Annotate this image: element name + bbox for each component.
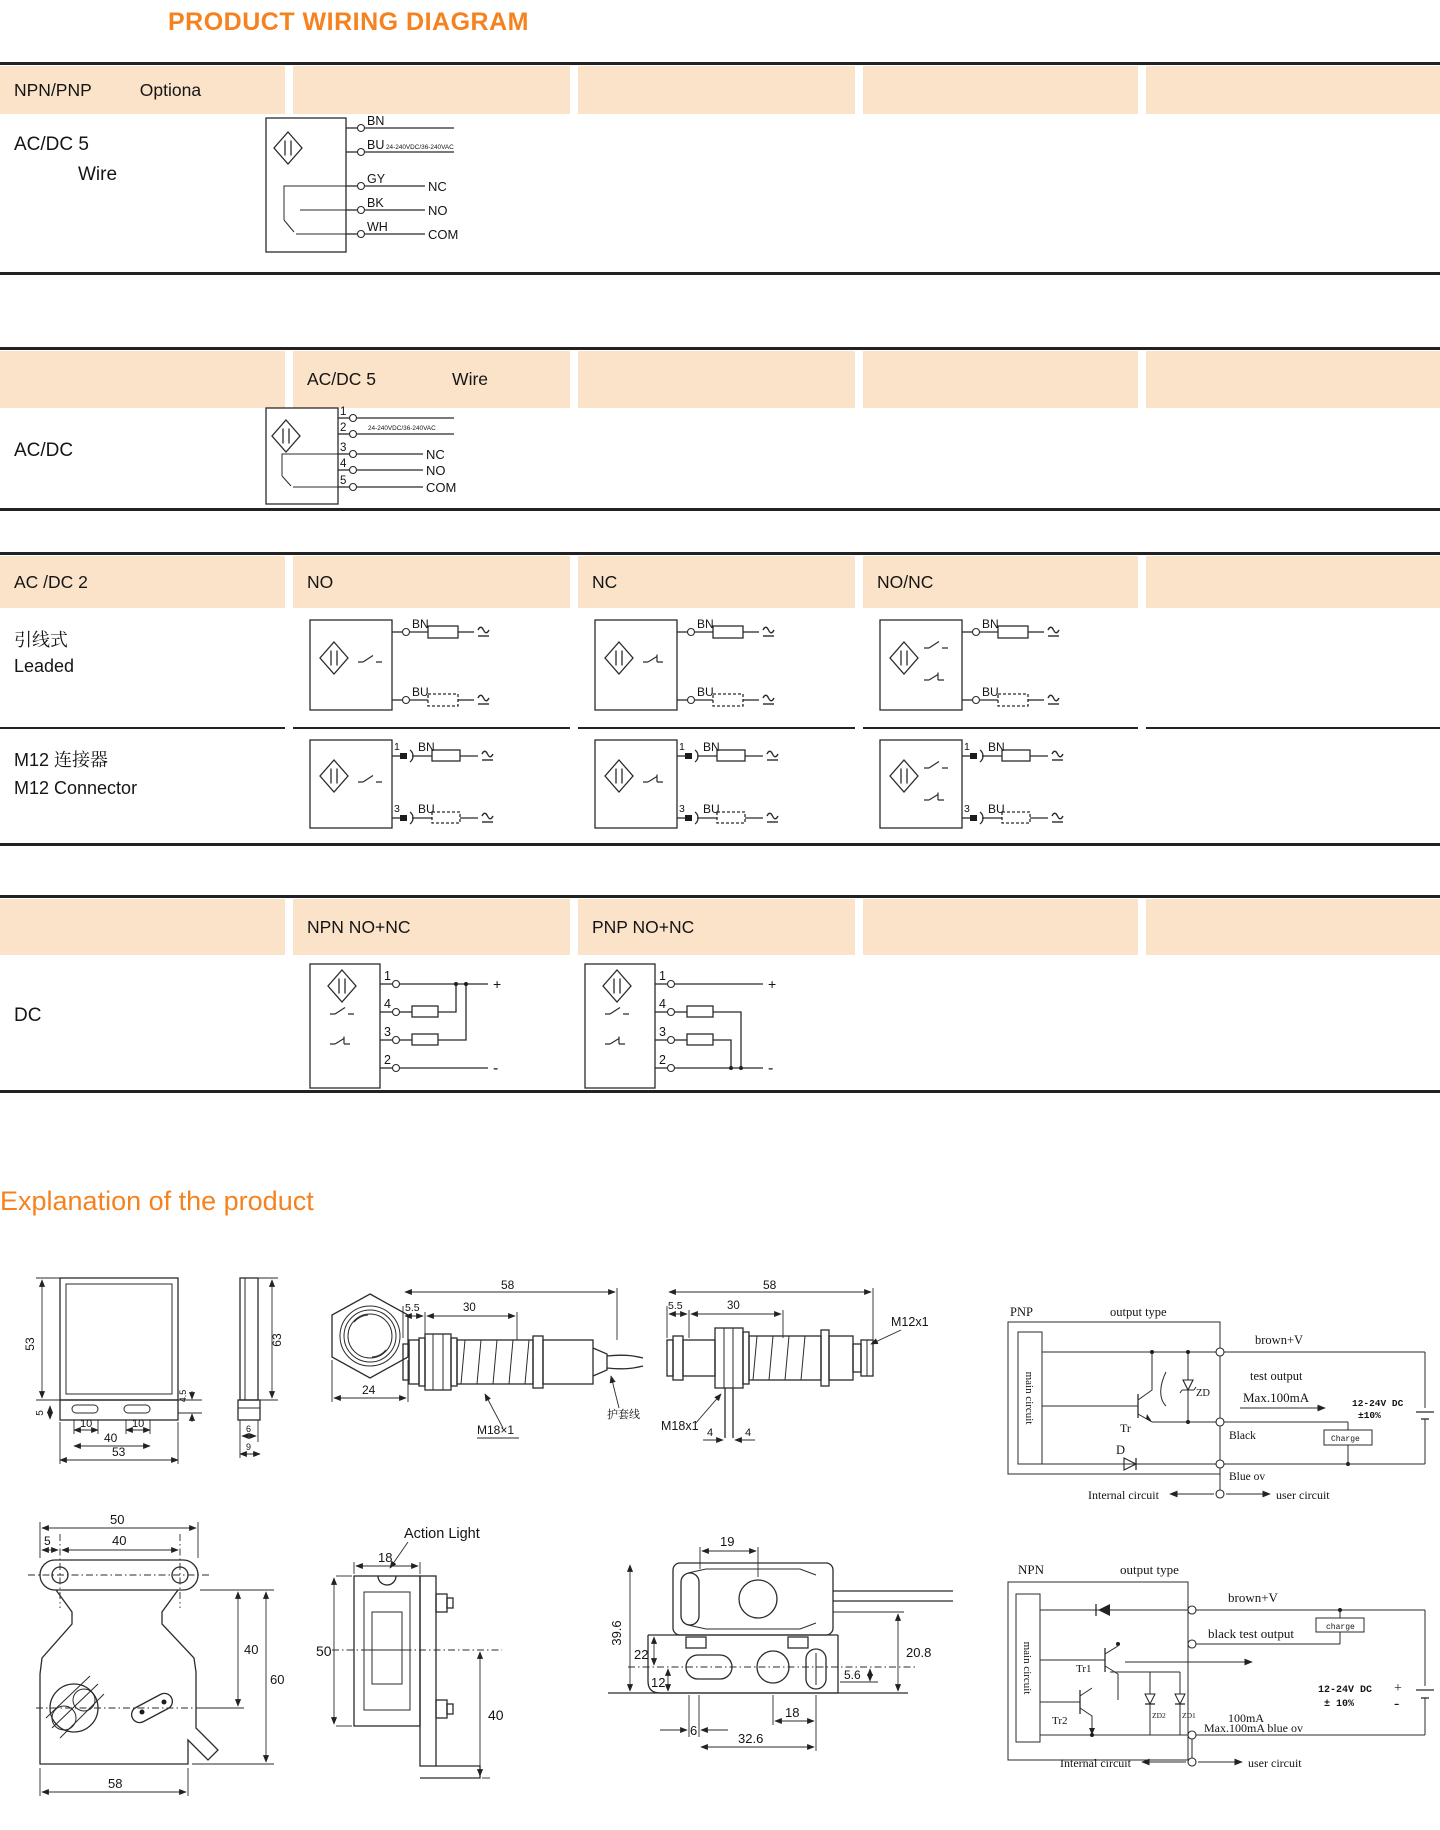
s4-header-cell-2 (293, 899, 570, 955)
user-circuit-label: user circuit (1276, 1488, 1330, 1502)
acdc-connector-diagram (258, 406, 508, 506)
output-type-label: output type (1110, 1305, 1167, 1319)
sensor-diamond-icon (890, 760, 918, 792)
dim-24: 24 (362, 1383, 376, 1397)
pin1-label: 1 (659, 969, 666, 983)
s1-header-cell-4 (863, 66, 1138, 114)
s3-header-cell-3 (578, 556, 855, 608)
s3-row1-label-zh: 引线式 (14, 630, 68, 650)
pin1-label: 1 (394, 741, 400, 753)
s4-header-cell-1 (0, 899, 285, 955)
leaded-nonc-diagram (878, 616, 1113, 716)
compact-sensor-drawing (548, 1525, 968, 1780)
section2-top-rule (0, 347, 1440, 350)
s2-header-cell-1 (0, 351, 285, 408)
pin2-label: 2 (340, 422, 347, 434)
dc-pnp-diagram (583, 962, 793, 1092)
contact-nc-label: NC (428, 179, 447, 194)
plus-label: + (1394, 1681, 1402, 1696)
dim-53-width: 53 (112, 1445, 126, 1459)
dim-18: 18 (785, 1705, 800, 1720)
npn-output-circuit (1000, 1550, 1435, 1785)
ac-source-icon (767, 751, 778, 760)
supply-12-24v-label: 12-24V DC (1318, 1685, 1373, 1696)
s3-row-divider (293, 727, 570, 729)
m18x1-label: M18×1 (477, 1423, 515, 1437)
dim-5p5: 5.5 (668, 1300, 683, 1312)
sensor-diamond-icon (890, 642, 918, 674)
dim-6: 6 (246, 1424, 252, 1434)
section4-bottom-rule (0, 1090, 1440, 1093)
dim-50: 50 (110, 1512, 125, 1527)
pin3-label: 3 (394, 803, 400, 815)
wire-bk-label: BK (367, 196, 384, 210)
wire-bn-label: BN (418, 740, 435, 754)
s1-header-cell-5 (1146, 66, 1440, 114)
wire-bu-label: BU (367, 138, 385, 152)
brown-v-label: brown+V (1255, 1333, 1304, 1347)
s1-header-npnpnp: NPN/PNP (14, 79, 92, 100)
minus-label: - (768, 1060, 774, 1077)
pnp-output-circuit (1000, 1302, 1435, 1507)
ac-source-icon (482, 813, 493, 822)
sensor-diamond-icon (328, 970, 356, 1002)
dim-53-height: 53 (23, 1337, 37, 1351)
m12-connector-icon (970, 812, 983, 824)
dim-58: 58 (763, 1278, 777, 1292)
wire-bn-label: BN (367, 114, 385, 128)
m12-connector-icon (685, 750, 698, 762)
contact-nc-label: NC (426, 447, 445, 462)
section3-top-rule (0, 552, 1440, 555)
dim-40: 40 (488, 1707, 504, 1723)
ac-source-icon (767, 813, 778, 822)
no-contact-icon (358, 656, 382, 663)
section3-bottom-rule (0, 843, 1440, 846)
ac-source-icon (1048, 627, 1059, 636)
reflector-side-drawing (228, 1272, 290, 1472)
s3-header-cell-5 (1146, 556, 1440, 608)
nc-contact-icon (924, 793, 944, 801)
main-circuit-label: main circuit (1021, 1641, 1033, 1695)
explanation-title: Explanation of the product (0, 1186, 314, 1216)
ac-source-icon (763, 627, 774, 636)
main-circuit-label: main circuit (1023, 1371, 1035, 1425)
m12-nc-diagram (593, 736, 828, 836)
pin1-label: 1 (384, 969, 391, 983)
dim-50: 50 (316, 1643, 332, 1659)
s4-row-label: DC (14, 1005, 42, 1026)
dim-20p8: 20.8 (906, 1645, 932, 1660)
s3-header-cell-1 (0, 556, 285, 608)
sensor-diamond-icon (603, 970, 631, 1002)
s3-row2-label-zh: M12 连接器 (14, 750, 109, 770)
dim-5: 5 (44, 1534, 51, 1548)
sensor-diamond-icon (605, 760, 633, 792)
m18-cable-sensor-drawing (385, 1278, 655, 1447)
nc-contact-icon (643, 655, 663, 663)
ac-source-icon (478, 627, 489, 636)
charge-box-label: Charge (1331, 1435, 1360, 1444)
ac-source-icon (1052, 813, 1063, 822)
wire-bu-label: BU (697, 685, 714, 699)
bracket-side-drawing (312, 1518, 522, 1808)
s4-header-cell-4 (863, 899, 1138, 955)
zd1-label: ZD1 (1182, 1711, 1196, 1720)
dim-58: 58 (108, 1776, 123, 1791)
pin4-label: 4 (340, 458, 347, 470)
plus-label: + (493, 976, 502, 992)
supply-voltage-label: 24-240VDC/36-240VAC (386, 144, 454, 151)
wire-bn-label: BN (703, 740, 720, 754)
ac-source-icon (482, 751, 493, 760)
dim-18: 18 (378, 1550, 393, 1565)
sensor-diamond-icon (605, 642, 633, 674)
no-contact-icon (358, 776, 382, 783)
minus-label: - (493, 1060, 499, 1077)
s3-header-nonc: NO/NC (877, 571, 934, 592)
dim-40-top: 40 (112, 1533, 127, 1548)
pin3-label: 3 (384, 1025, 391, 1039)
dim-10-right: 10 (132, 1418, 145, 1430)
m12-connector-icon (400, 812, 413, 824)
sensor-diamond-icon (320, 760, 348, 792)
zd2-label: ZD2 (1152, 1711, 1166, 1720)
dim-10-left: 10 (80, 1418, 93, 1430)
bracket-front-drawing (12, 1512, 292, 1812)
sensor-diamond-icon (272, 420, 300, 452)
s3-header-cell-2 (293, 556, 570, 608)
s2-header-wire: Wire (452, 369, 489, 389)
dim-19: 19 (720, 1534, 735, 1549)
s2-row-label: AC/DC (14, 440, 74, 461)
dim-22: 22 (634, 1647, 649, 1662)
pin1-label: 1 (679, 741, 685, 753)
sensor-diamond-icon (274, 132, 302, 164)
s1-row-label-line2: Wire (78, 164, 118, 185)
supply-12-24v-label: 12-24V DC (1352, 1398, 1404, 1409)
dim-60: 60 (270, 1672, 285, 1687)
tr2-label: Tr2 (1052, 1715, 1068, 1727)
dim-4p5: 4.5 (178, 1389, 188, 1403)
pin1-label: 1 (340, 406, 347, 418)
internal-circuit-label: Internal circuit (1088, 1488, 1159, 1502)
wire-bn-label: BN (697, 617, 714, 631)
wire-gy-label: GY (367, 172, 386, 186)
pin2-label: 2 (659, 1053, 666, 1067)
nc-contact-icon (643, 775, 663, 783)
pin3-label: 3 (340, 442, 347, 454)
plus-label: + (768, 976, 777, 992)
nc-contact-icon (605, 1037, 625, 1045)
s4-header-cell-5 (1146, 899, 1440, 955)
s4-header-pnp: PNP NO+NC (592, 916, 695, 937)
blue-ov-label: Blue ov (1229, 1471, 1266, 1483)
s4-header-npn: NPN NO+NC (307, 916, 411, 937)
s3-header-nc: NC (592, 571, 618, 592)
pin3-label: 3 (964, 803, 970, 815)
wire-bu-label: BU (988, 802, 1005, 816)
pin3-label: 3 (679, 803, 685, 815)
wire-bu-label: BU (418, 802, 435, 816)
tolerance-label: ± 10% (1324, 1699, 1355, 1710)
zd-label: ZD (1196, 1388, 1210, 1399)
no-contact-icon (605, 1008, 629, 1015)
tr-label: Tr (1120, 1421, 1131, 1435)
internal-circuit-label: Internal circuit (1060, 1756, 1131, 1770)
m12-nonc-diagram (878, 736, 1113, 836)
max-100ma-label: Max.100mA (1243, 1390, 1310, 1405)
m12-no-diagram (308, 736, 543, 836)
s3-row2-label-en: M12 Connector (14, 778, 138, 798)
reflector-front-drawing (20, 1272, 220, 1472)
dim-40: 40 (104, 1431, 118, 1445)
black-test-output-label: black test output (1208, 1626, 1294, 1641)
dim-30: 30 (463, 1302, 476, 1314)
no-contact-icon (924, 642, 948, 649)
acdc5-wire-diagram (258, 116, 508, 256)
s1-header-cell-1 (0, 66, 285, 114)
s2-header-cell-4 (863, 351, 1138, 408)
dim-12: 12 (651, 1675, 666, 1690)
s3-header-no: NO (307, 571, 334, 592)
s3-row1-label-en: Leaded (14, 656, 75, 676)
dim-39p6: 39.6 (609, 1620, 624, 1646)
leaded-nc-diagram (593, 616, 828, 716)
s3-header-cell-4 (863, 556, 1138, 608)
contact-com-label: COM (428, 227, 459, 242)
max-100ma-blue-label: Max.100mA blue ov (1204, 1721, 1303, 1735)
pin1-label: 1 (964, 741, 970, 753)
contact-no-label: NO (426, 463, 446, 478)
no-contact-icon (924, 762, 948, 769)
dim-63: 63 (270, 1333, 284, 1347)
dim-5p5: 5.5 (405, 1302, 420, 1314)
dim-100ma-label: 100mA (1228, 1711, 1264, 1725)
s3-row-divider (863, 727, 1138, 729)
wire-bu-label: BU (982, 685, 999, 699)
section2-bottom-rule (0, 508, 1440, 511)
s1-header-optiona: Optiona (139, 79, 202, 100)
output-type-label: output type (1120, 1562, 1179, 1577)
s3-row-divider (0, 727, 285, 729)
nc-contact-icon (330, 1037, 350, 1045)
wire-bn-label: BN (988, 740, 1005, 754)
m12x1-label: M12x1 (891, 1315, 929, 1329)
brown-v-label: brown+V (1228, 1590, 1278, 1605)
m18x1-label: M18x1 (661, 1419, 699, 1433)
wire-bu-label: BU (703, 802, 720, 816)
m12-connector-icon (685, 812, 698, 824)
black-label: Black (1229, 1430, 1256, 1442)
leaded-no-diagram (308, 616, 543, 716)
wire-bn-label: BN (982, 617, 999, 631)
contact-com-label: COM (426, 480, 457, 495)
dim-4-left: 4 (707, 1427, 714, 1439)
d-diode-label: D (1116, 1443, 1126, 1457)
s2-header-cell-5 (1146, 351, 1440, 408)
cable-sheath-label: 护套线 (607, 1409, 640, 1421)
dc-npn-diagram (308, 962, 518, 1092)
ac-source-icon (478, 695, 489, 704)
s1-header-cell-2 (293, 66, 570, 114)
s3-row-divider (578, 727, 855, 729)
s2-header-cell-3 (578, 351, 855, 408)
dim-5: 5 (35, 1410, 46, 1416)
pin4-label: 4 (659, 997, 666, 1011)
dim-5p6: 5.6 (844, 1668, 861, 1682)
pin5-label: 5 (340, 475, 347, 487)
tolerance-label: ±10% (1358, 1410, 1381, 1421)
section1-bottom-rule (0, 272, 1440, 275)
wire-bu-label: BU (412, 685, 429, 699)
ac-source-icon (1048, 695, 1059, 704)
tr1-label: Tr1 (1076, 1663, 1092, 1675)
m12-connector-icon (970, 750, 983, 762)
page-title: PRODUCT WIRING DIAGRAM (168, 8, 529, 36)
charge-box-label: charge (1326, 1623, 1355, 1632)
minus-label: - (1394, 1695, 1400, 1712)
nc-contact-icon (924, 673, 944, 681)
wire-wh-label: WH (367, 220, 388, 234)
pin3-label: 3 (659, 1025, 666, 1039)
s3-row-divider (1146, 727, 1440, 729)
m18-connector-sensor-drawing (655, 1278, 955, 1453)
pin2-label: 2 (384, 1053, 391, 1067)
no-contact-icon (330, 1008, 354, 1015)
npn-label: NPN (1018, 1562, 1045, 1577)
sensor-diamond-icon (320, 642, 348, 674)
dim-30: 30 (727, 1300, 740, 1312)
section1-top-rule (0, 62, 1440, 65)
dim-6: 6 (690, 1723, 698, 1738)
pnp-label: PNP (1010, 1305, 1033, 1319)
s1-header-cell-3 (578, 66, 855, 114)
action-light-label: Action Light (404, 1526, 480, 1542)
test-output-label: test output (1250, 1369, 1303, 1383)
s2-header-cell-2 (293, 351, 570, 408)
dim-32p6: 32.6 (738, 1731, 764, 1746)
wire-bn-label: BN (412, 617, 429, 631)
dim-58: 58 (501, 1278, 515, 1292)
ac-source-icon (763, 695, 774, 704)
supply-voltage-label: 24-240VDC/36-240VAC (368, 425, 436, 432)
dim-4-right: 4 (745, 1427, 752, 1439)
s3-header-acdc2: AC /DC 2 (14, 571, 88, 592)
user-circuit-label: user circuit (1248, 1756, 1302, 1770)
s2-header-acdc5: AC/DC 5 (307, 369, 377, 389)
dim-40-right: 40 (244, 1642, 259, 1657)
dim-9: 9 (246, 1442, 252, 1452)
m12-connector-icon (400, 750, 413, 762)
contact-no-label: NO (428, 203, 448, 218)
s4-header-cell-3 (578, 899, 855, 955)
s1-row-label-line1: AC/DC 5 (14, 134, 89, 155)
ac-source-icon (1052, 751, 1063, 760)
pin4-label: 4 (384, 997, 391, 1011)
section4-top-rule (0, 895, 1440, 898)
